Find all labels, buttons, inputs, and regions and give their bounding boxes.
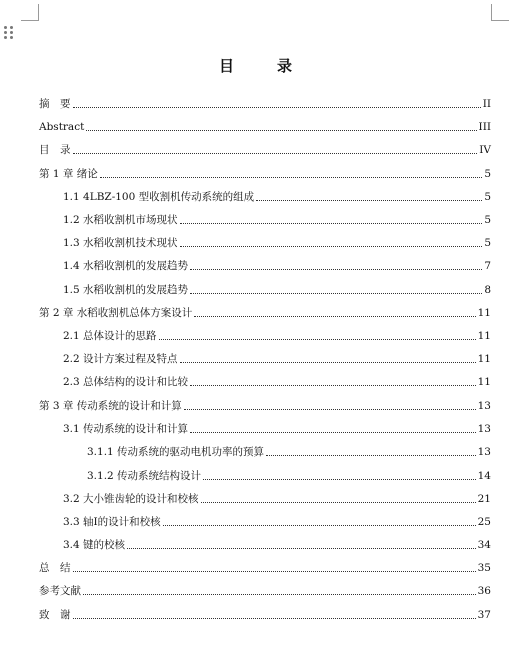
toc-entry[interactable] xyxy=(39,212,491,226)
crop-mark-left-horizontal xyxy=(21,20,39,21)
toc-entry-page: 11 xyxy=(477,330,491,342)
toc-entry-label: 2.3 总体结构的设计和比较 xyxy=(63,376,189,388)
toc-entry-label: 致 谢 xyxy=(39,609,71,621)
toc-entry-label: 1.5 水稻收割机的发展趋势 xyxy=(63,284,189,296)
toc-leader-dots xyxy=(190,268,482,270)
toc-entry-page: 5 xyxy=(484,191,491,203)
toc-entry-label: 3.1.1 传动系统的驱动电机功率的预算 xyxy=(87,446,265,458)
toc-entry[interactable] xyxy=(39,119,491,133)
toc-entry-page: 11 xyxy=(477,353,491,365)
toc-leader-dots xyxy=(180,361,476,363)
toc-entry[interactable] xyxy=(39,421,491,435)
toc-entry-label: 3.1 传动系统的设计和计算 xyxy=(63,423,189,435)
toc-entry-page: 8 xyxy=(484,284,491,296)
toc-leader-dots xyxy=(190,431,476,433)
toc-leader-dots xyxy=(203,478,476,480)
toc-entry-label: 第 1 章 绪论 xyxy=(39,168,98,180)
toc-entry-label: 目 录 xyxy=(39,144,71,156)
toc-leader-dots xyxy=(184,408,476,410)
toc-leader-dots xyxy=(256,199,482,201)
toc-entry-page: 13 xyxy=(477,423,491,435)
toc-entry-label: 1.1 4LBZ-100 型收割机传动系统的组成 xyxy=(63,191,255,203)
toc-entry-page: 7 xyxy=(484,260,491,272)
toc-entry[interactable] xyxy=(39,96,491,110)
toc-entry[interactable] xyxy=(39,468,491,482)
toc-entry-page: 36 xyxy=(477,585,491,597)
toc-entry-page: 35 xyxy=(477,562,491,574)
toc-entry[interactable] xyxy=(39,305,491,319)
toc-entry-page: 5 xyxy=(484,214,491,226)
toc-entry-page: IV xyxy=(479,144,491,156)
toc-entry[interactable] xyxy=(39,537,491,551)
crop-mark-right-horizontal xyxy=(491,20,509,21)
toc-leader-dots xyxy=(100,176,483,178)
toc-entry-page: 5 xyxy=(484,237,491,249)
toc-entry-label: 2.2 设计方案过程及特点 xyxy=(63,353,178,365)
toc-entry[interactable] xyxy=(39,491,491,505)
toc-title: 目 录 xyxy=(218,57,306,75)
toc-entry-page: III xyxy=(478,121,491,133)
crop-mark-left-vertical xyxy=(38,4,39,21)
toc-leader-dots xyxy=(190,292,482,294)
toc-entry-label: 3.3 轴Ⅰ的设计和校核 xyxy=(63,516,161,528)
toc-entry[interactable] xyxy=(39,560,491,574)
toc-entry[interactable] xyxy=(39,398,491,412)
toc-entry-label: Abstract xyxy=(39,121,85,133)
toc-entry[interactable] xyxy=(39,444,491,458)
toc-entry[interactable] xyxy=(39,282,491,296)
toc-entry-page: II xyxy=(482,98,491,110)
drag-handle-icon[interactable] xyxy=(4,26,14,40)
toc-leader-dots xyxy=(159,338,476,340)
toc-entry-page: 34 xyxy=(477,539,491,551)
toc-entry-page: 13 xyxy=(477,400,491,412)
toc-leader-dots xyxy=(73,570,476,572)
toc-entry-label: 总 结 xyxy=(39,562,71,574)
toc-entry-page: 25 xyxy=(477,516,491,528)
toc-entry-label: 3.1.2 传动系统结构设计 xyxy=(87,470,202,482)
toc-entry[interactable] xyxy=(39,189,491,203)
toc-entry-label: 3.4 键的校核 xyxy=(63,539,126,551)
toc-entry-page: 21 xyxy=(477,493,491,505)
toc-entry-page: 11 xyxy=(477,376,491,388)
toc-leader-dots xyxy=(86,129,476,131)
toc-leader-dots xyxy=(266,454,476,456)
toc-entry[interactable] xyxy=(39,583,491,597)
toc-leader-dots xyxy=(180,245,483,247)
toc-entry-page: 14 xyxy=(477,470,491,482)
toc-entry[interactable] xyxy=(39,166,491,180)
toc-leader-dots xyxy=(73,617,476,619)
toc-entry-page: 5 xyxy=(484,168,491,180)
toc-entry-label: 摘 要 xyxy=(39,98,71,110)
toc-leader-dots xyxy=(127,547,476,549)
toc-leader-dots xyxy=(180,222,483,224)
toc-entry-page: 37 xyxy=(477,609,491,621)
toc-entry[interactable] xyxy=(39,235,491,249)
toc-entry-label: 1.2 水稻收割机市场现状 xyxy=(63,214,178,226)
toc-entry-label: 3.2 大小锥齿轮的设计和校核 xyxy=(63,493,199,505)
toc-leader-dots xyxy=(163,524,476,526)
toc-entry[interactable] xyxy=(39,328,491,342)
toc-entry-label: 第 3 章 传动系统的设计和计算 xyxy=(39,400,182,412)
toc-entry-label: 1.4 水稻收割机的发展趋势 xyxy=(63,260,189,272)
toc-leader-dots xyxy=(190,384,476,386)
toc-leader-dots xyxy=(194,315,475,317)
toc-entry-page: 13 xyxy=(477,446,491,458)
toc-entry[interactable] xyxy=(39,258,491,272)
toc-entry[interactable] xyxy=(39,142,491,156)
toc-entry-page: 11 xyxy=(477,307,491,319)
toc-entry[interactable] xyxy=(39,607,491,621)
toc-leader-dots xyxy=(201,501,476,503)
toc-leader-dots xyxy=(83,593,476,595)
toc-entry[interactable] xyxy=(39,514,491,528)
crop-mark-right-vertical xyxy=(491,4,492,21)
toc-entry-label: 1.3 水稻收割机技术现状 xyxy=(63,237,178,249)
toc-leader-dots xyxy=(73,106,481,108)
toc-entry-label: 第 2 章 水稻收割机总体方案设计 xyxy=(39,307,193,319)
toc-entry[interactable] xyxy=(39,351,491,365)
toc-entry-label: 参考文献 xyxy=(39,585,81,597)
toc-leader-dots xyxy=(73,152,478,154)
toc-entry-label: 2.1 总体设计的思路 xyxy=(63,330,157,342)
toc-entry[interactable] xyxy=(39,374,491,388)
